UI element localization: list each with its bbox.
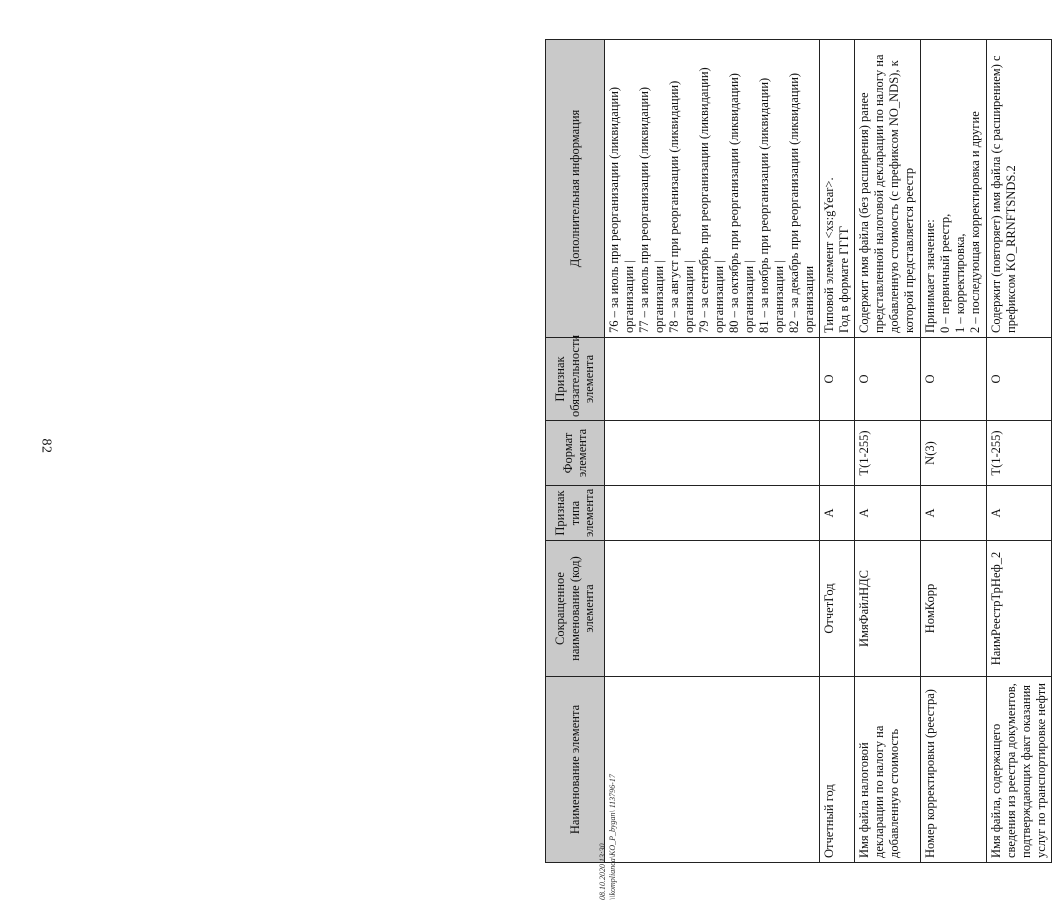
header-name: Наименование элемента xyxy=(546,677,605,863)
cell-format: Т(1-255) xyxy=(855,421,921,486)
info-text: 76 – за июль при реорганизации (ликвидации) организации | 77 – за июль при реорганизации (ликвидации) организации | 78 – за август при реорганизации (ликвидации) организации | 79 – за сентябрь при реорганизации (ликвидации) организации | 80 – за октябрь при реорганизации (ликвидации) организации | 81 – за ноябрь при реорганизации (ликвидации) организации | 82 – за декабрь при реорганизации (ликвидации) организации xyxy=(607,67,816,333)
cell-name: Отчетный год xyxy=(820,677,855,863)
header-type: Признак типа элемента xyxy=(546,486,605,541)
cell-required: О xyxy=(820,338,855,421)
info-text: Содержит имя файла (без расширения) ранее представленной налоговой декларации по налогу на добавленную стоимость (с префиксом NO_NDS), к которой представляется реестр xyxy=(857,54,916,333)
cell-format: Т(1-255) xyxy=(987,421,1052,486)
cell-type: А xyxy=(921,486,987,541)
footer-date: 08.10.2020 13:30 xyxy=(598,843,607,900)
info-text: Типовой элемент <xs:gYear>. Год в формате ГГГГ xyxy=(822,177,851,333)
cell-info xyxy=(820,40,855,338)
cell-format xyxy=(820,421,855,486)
cell-info xyxy=(987,40,1052,338)
footer-path: \\komplianca\KO_P_bygan\ 113796-17 xyxy=(608,774,617,900)
cell-format: N(3) xyxy=(921,421,987,486)
header-info: Дополнительная информация xyxy=(546,40,605,338)
cell-info xyxy=(921,40,987,338)
header-required: Признак обязательности элемента xyxy=(546,338,605,421)
print-footer xyxy=(598,700,628,900)
table-row xyxy=(987,40,1052,863)
cell-required: О xyxy=(987,338,1052,421)
cell-type xyxy=(605,486,820,541)
cell-required: О xyxy=(921,338,987,421)
cell-format xyxy=(605,421,820,486)
header-code: Сокращенное наименование (код) элемента xyxy=(546,541,605,677)
table-row xyxy=(820,40,855,863)
info-text: Содержит (повторяет) имя файла (с расширением) с префиксом KO_RRNFTSNDS.2 xyxy=(989,55,1018,333)
cell-code: ИмяФайлНДС xyxy=(855,541,921,677)
cell-type: А xyxy=(820,486,855,541)
info-text: Принимает значение: 0 – первичный реестр, 1 – корректировка, 2 – последующая корректировка и другие xyxy=(923,111,982,333)
table-header-row xyxy=(546,40,605,863)
table-row xyxy=(921,40,987,863)
cell-code: ОтчетГод xyxy=(820,541,855,677)
cell-info xyxy=(605,40,820,338)
header-format: Формат элемента xyxy=(546,421,605,486)
cell-code xyxy=(605,541,820,677)
table-row xyxy=(855,40,921,863)
cell-required xyxy=(605,338,820,421)
cell-type: А xyxy=(987,486,1052,541)
cell-name: Номер корректировки (реестра) xyxy=(921,677,987,863)
cell-name: Имя файла, содержащего сведения из реестра документов, подтверждающих факт оказания услуг по транспортировке нефти xyxy=(987,677,1052,863)
cell-type: А xyxy=(855,486,921,541)
cell-name: Имя файла налоговой декларации по налогу на добавленную стоимость xyxy=(855,677,921,863)
cell-code: НаимРеестрТрНеф_2 xyxy=(987,541,1052,677)
cell-required: О xyxy=(855,338,921,421)
page-number: 82 xyxy=(38,438,54,454)
cell-info xyxy=(855,40,921,338)
table-row xyxy=(605,40,820,863)
cell-name xyxy=(605,677,820,863)
cell-code: НомКорр xyxy=(921,541,987,677)
